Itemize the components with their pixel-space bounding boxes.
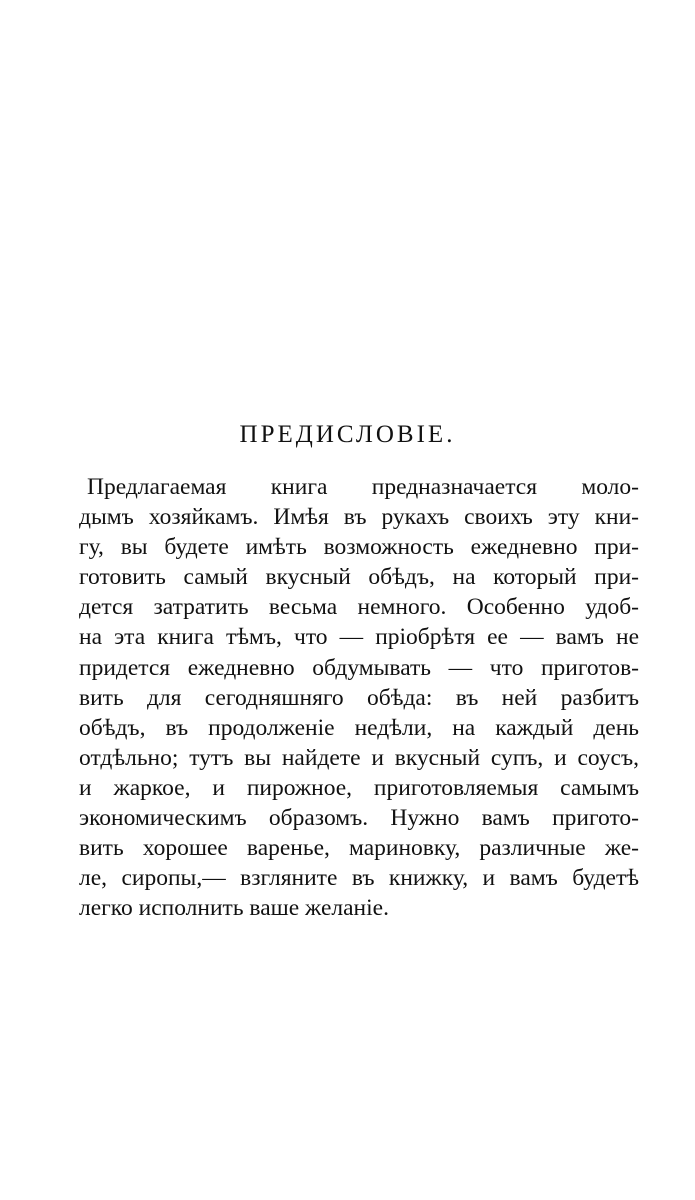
text-line: ле, сиропы,— взгляните въ книжку, и вамъ будетѣ: [79, 865, 639, 892]
text-line: вить хорошее варенье, мариновку, различные же-: [79, 835, 639, 862]
text-line: готовить самый вкусный обѣдъ, на который при-: [79, 564, 639, 591]
text-line: вить для сегодняшняго обѣда: въ ней разбитъ: [79, 684, 639, 711]
text-line: дется затратить весьма немного. Особенно удоб-: [79, 594, 639, 621]
text-line: на эта книга тѣмъ, что — пріобрѣтя ее — вамъ не: [79, 624, 639, 651]
text-line: придется ежедневно обдумывать — что приготов-: [79, 654, 639, 681]
text-line: отдѣльно; тутъ вы найдете и вкусный супъ, и соусъ,: [79, 744, 639, 771]
preface-text: [79, 472, 639, 923]
text-line: и жаркое, и пирожное, приготовляемыя самымъ: [79, 774, 639, 801]
text-line: экономическимъ образомъ. Нужно вамъ пригото-: [79, 805, 639, 832]
text-line: обѣдъ, въ продолженіе недѣли, на каждый день: [79, 714, 639, 741]
text-line: дымъ хозяйкамъ. Имѣя въ рукахъ своихъ эту кни-: [79, 504, 639, 531]
text-line: легко исполнить ваше желаніе.: [79, 895, 389, 922]
text-line: Предлагаемая книга предназначается моло-: [87, 474, 639, 500]
text-line: гу, вы будете имѣть возможность ежедневно при-: [79, 534, 639, 561]
page-title: ПРЕДИСЛОВІЕ.: [239, 421, 456, 448]
